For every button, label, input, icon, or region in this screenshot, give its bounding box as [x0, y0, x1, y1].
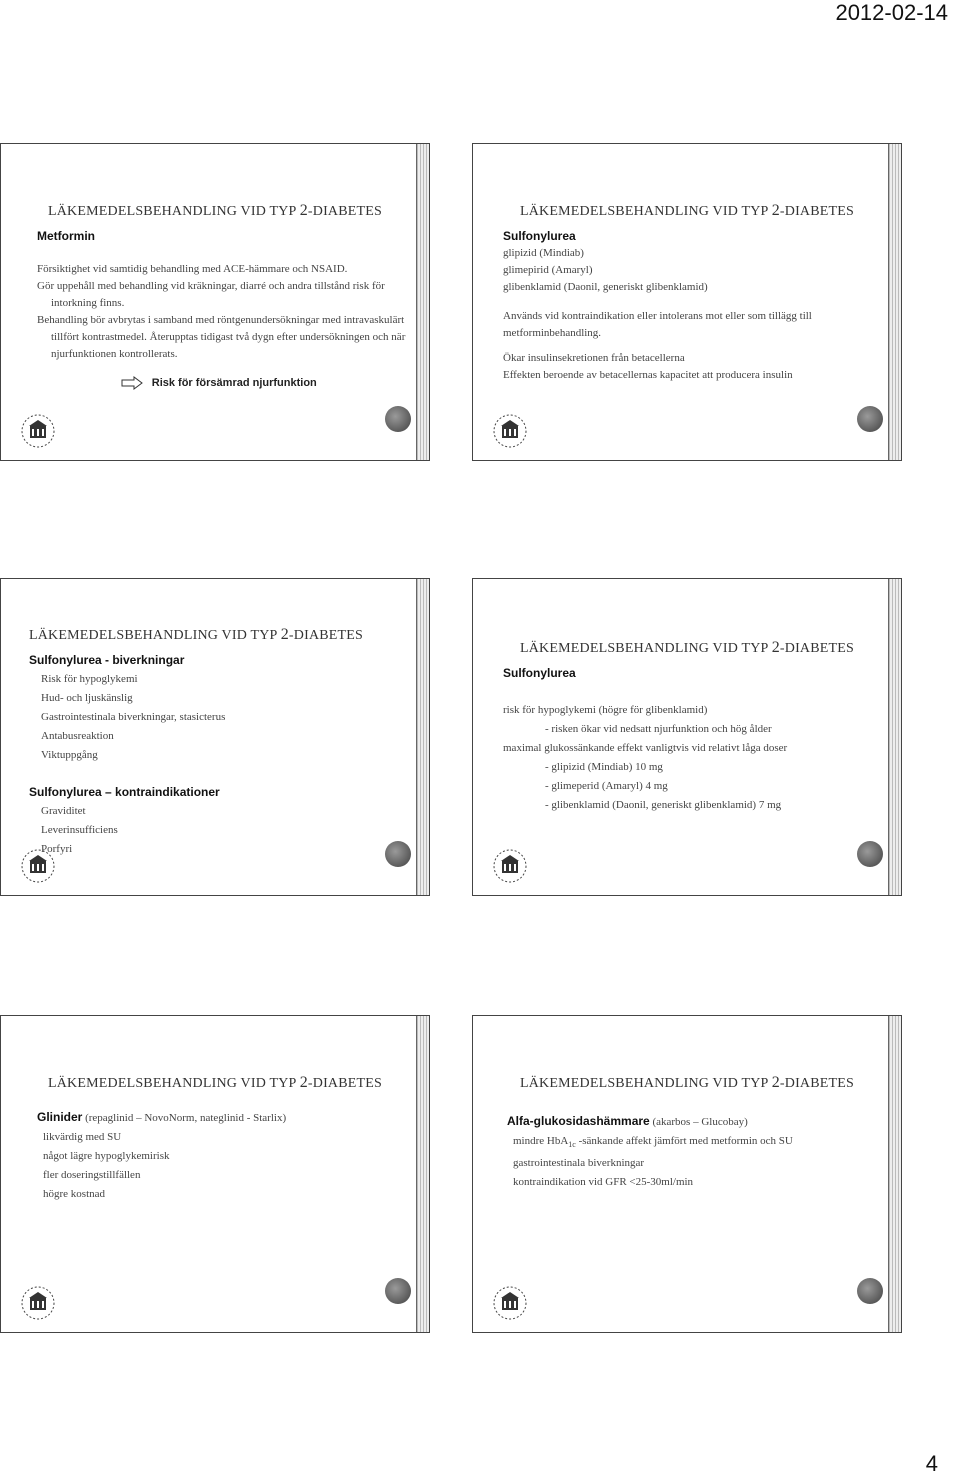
list-item: glipizid (Mindiab)	[503, 247, 584, 259]
slide-title: LÄKEMEDELSBEHANDLING VID TYP 2-DIABETES	[519, 639, 855, 656]
slide-content	[29, 651, 409, 859]
slide-metformin	[0, 143, 430, 461]
list-item: - glimeperid (Amaryl) 4 mg	[545, 780, 668, 792]
slide-title: LÄKEMEDELSBEHANDLING VID TYP 2-DIABETES	[519, 202, 855, 219]
slide-edge	[888, 1016, 901, 1332]
list-item: Leverinsufficiens	[41, 824, 118, 836]
list-item: glimepirid (Amaryl)	[503, 264, 593, 276]
slide-title: LÄKEMEDELSBEHANDLING VID TYP 2-DIABETES	[47, 202, 383, 219]
list-item: Används vid kontraindikation eller intolerans mot eller som tillägg till metforminbehandling.	[503, 310, 812, 339]
slide-heading: Alfa-glukosidashämmare	[507, 1114, 650, 1128]
slide-subheading: Sulfonylurea – kontraindikationer	[29, 785, 220, 799]
slide-marker-dot	[385, 841, 411, 867]
umea-university-logo	[17, 1284, 59, 1322]
umea-university-logo	[489, 1284, 531, 1322]
list-item: högre kostnad	[43, 1188, 106, 1200]
list-item: glibenklamid (Daonil, generiskt glibenklamid)	[503, 281, 708, 293]
list-item: Risk för hypoglykemi	[41, 673, 138, 685]
slide-content	[507, 1112, 881, 1192]
slide-glinider	[0, 1015, 430, 1333]
risk-line	[37, 375, 409, 392]
list-item: Ökar insulinsekretionen från betacellerna	[503, 352, 685, 364]
list-item: mindre HbA$_{1c}$ -sänkande affekt jämfört med metformin och SU	[513, 1135, 793, 1150]
slide-heading: Glinider	[37, 1110, 83, 1124]
slide-heading: Sulfonylurea	[503, 229, 576, 243]
list-item: Gastrointestinala biverkningar, stasicterus	[41, 711, 226, 723]
slide-heading-line	[37, 1108, 409, 1128]
risk-text: Risk för försämrad njurfunktion	[151, 377, 317, 389]
list-item: Effekten beroende av betacellernas kapacitet att producera insulin	[503, 369, 793, 381]
slide-title: LÄKEMEDELSBEHANDLING VID TYP 2-DIABETES	[519, 1074, 855, 1091]
list-item: Försiktighet vid samtidig behandling med ACE-hämmare och NSAID.	[37, 263, 348, 275]
list-item: Porfyri	[41, 843, 73, 855]
slide-content	[37, 228, 409, 392]
umea-university-logo	[17, 412, 59, 450]
list-item: Graviditet	[41, 805, 86, 817]
slide-heading: Metformin	[37, 229, 95, 243]
slide-title: LÄKEMEDELSBEHANDLING VID TYP 2-DIABETES	[47, 1074, 383, 1091]
slide-marker-dot	[857, 1278, 883, 1304]
list-item: - glibenklamid (Daonil, generiskt glibenklamid) 7 mg	[545, 799, 782, 811]
list-item: Gör uppehåll med behandling vid kräkningar, diarré och andra tillstånd risk för intorkning finns.	[37, 280, 385, 309]
list-item: - risken ökar vid nedsatt njurfunktion och hög ålder	[545, 723, 772, 735]
list-item: - glipizid (Mindiab) 10 mg	[545, 761, 663, 773]
slide-content	[37, 1108, 409, 1204]
umea-university-logo	[17, 847, 59, 885]
slide-title: LÄKEMEDELSBEHANDLING VID TYP 2-DIABETES	[29, 626, 364, 643]
arrow-icon	[121, 376, 143, 390]
list-item: maximal glukossänkande effekt vanligtvis vid relativt låga doser	[503, 742, 788, 754]
slide-heading-line	[507, 1112, 881, 1132]
slide-edge	[416, 144, 429, 460]
page-number: 4	[925, 1451, 938, 1476]
page-date: 2012-02-14	[835, 0, 948, 25]
slide-content	[503, 664, 881, 815]
list-item: fler doseringstillfällen	[43, 1169, 141, 1181]
slide-sulfonylurea-overview	[472, 143, 902, 461]
slide-marker-dot	[385, 406, 411, 432]
slide-marker-dot	[857, 406, 883, 432]
list-item: risk för hypoglykemi (högre för glibenklamid)	[503, 704, 708, 716]
slide-content	[503, 228, 881, 384]
slide-heading: Sulfonylurea - biverkningar	[29, 653, 185, 667]
slide-heading-detail: (akarbos – Glucobay)	[649, 1116, 748, 1128]
list-item: Antabusreaktion	[41, 730, 114, 742]
slide-alfa-glukosidashammare	[472, 1015, 902, 1333]
slide-marker-dot	[857, 841, 883, 867]
list-item: Viktuppgång	[41, 749, 98, 761]
slide-marker-dot	[385, 1278, 411, 1304]
slide-edge	[888, 144, 901, 460]
list-item: kontraindikation vid GFR <25-30ml/min	[513, 1176, 694, 1189]
slide-edge	[888, 579, 901, 895]
list-item: gastrointestinala biverkningar	[513, 1157, 645, 1170]
list-item: Behandling bör avbrytas i samband med röntgenundersökningar med intravaskulärt tillfört kontrastmedel. Återupptas tidigast två dygn efter undersökningen och när njurfunktionen kontrollerats.	[37, 314, 406, 360]
slide-sulfonylurea-dosering	[472, 578, 902, 896]
list-item: likvärdig med SU	[43, 1131, 122, 1143]
slide-edge	[416, 1016, 429, 1332]
umea-university-logo	[489, 847, 531, 885]
slide-heading: Sulfonylurea	[503, 666, 576, 680]
list-item: något lägre hypoglykemirisk	[43, 1150, 170, 1162]
list-item: Hud- och ljuskänslig	[41, 692, 133, 704]
slide-heading-detail: (repaglinid – NovoNorm, nateglinid - Starlix)	[82, 1112, 287, 1124]
umea-university-logo	[489, 412, 531, 450]
slide-sulfonylurea-biverkningar	[0, 578, 430, 896]
